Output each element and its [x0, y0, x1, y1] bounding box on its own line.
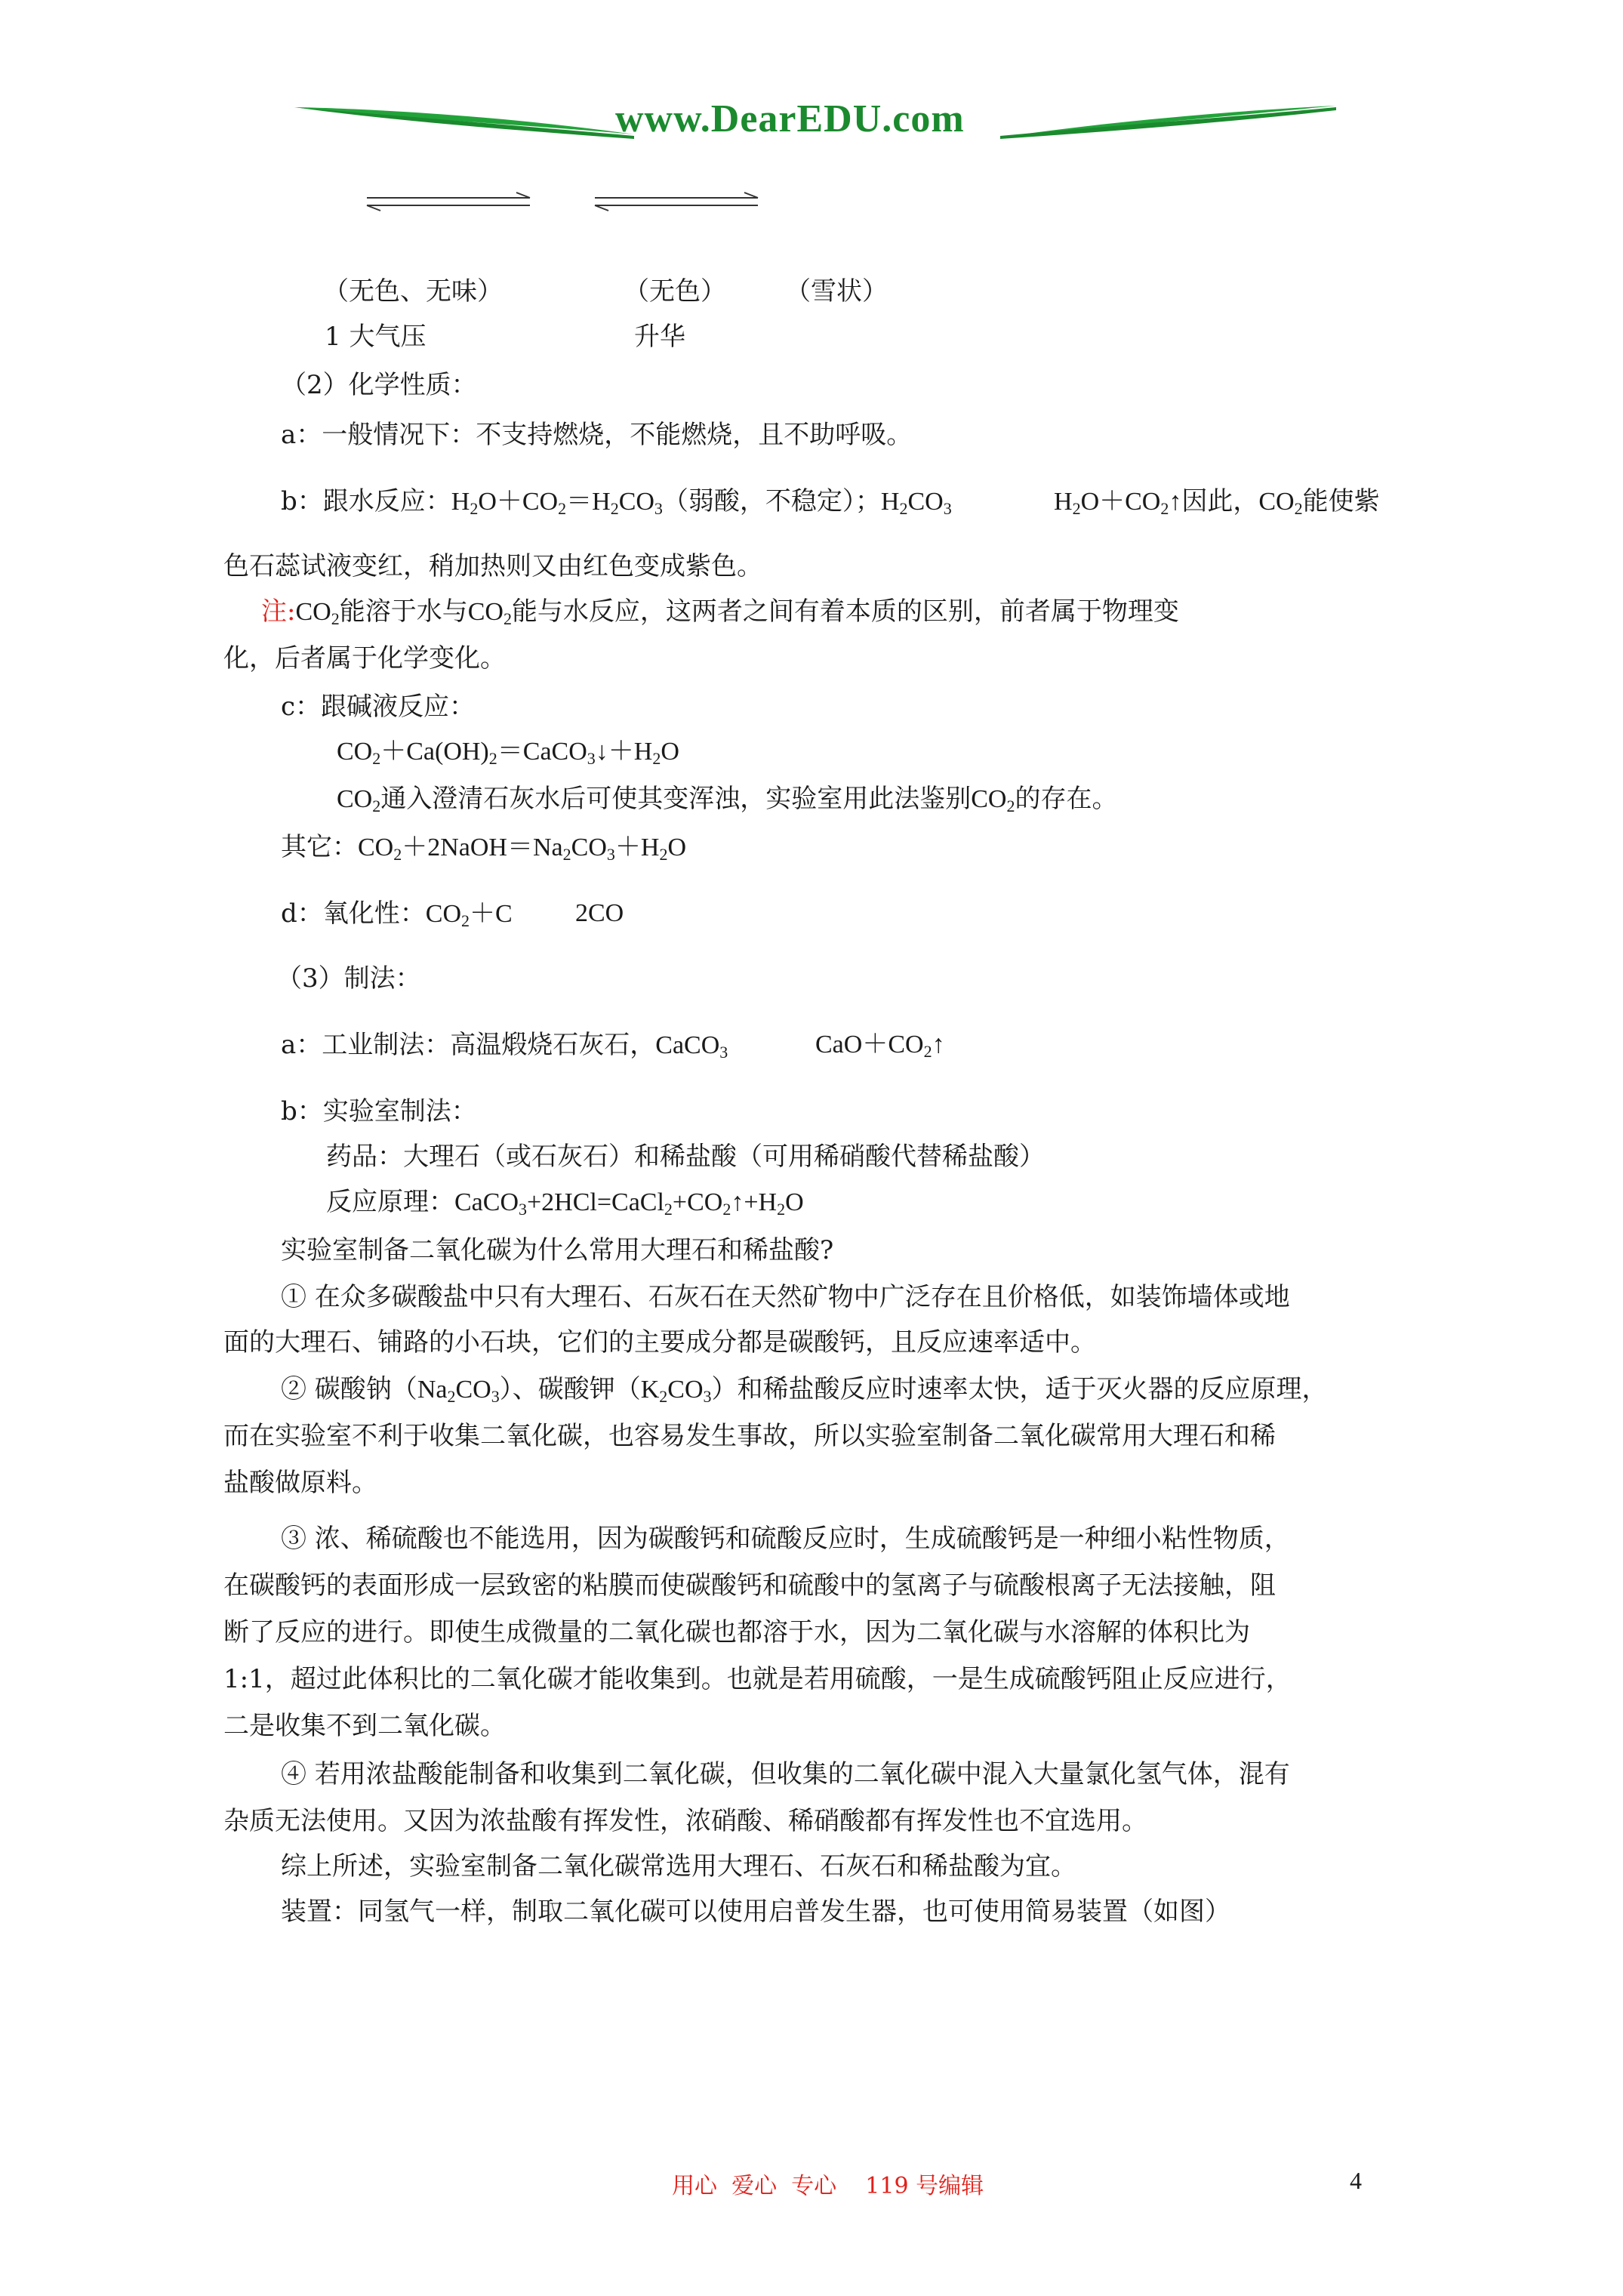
equilibrium-arrow-2: [593, 187, 763, 217]
chem-d-prefix: d：氧化性：: [281, 898, 426, 929]
prep-reagents: 药品：大理石（或石灰石）和稀盐酸（可用稀硝酸代替稀盐酸）: [326, 1142, 1045, 1172]
chem-c-desc2: 的存在。: [1015, 784, 1118, 814]
logo-swoosh-right: [1000, 91, 1340, 151]
section-heading-chemical: （2）化学性质：: [281, 370, 477, 400]
equation-oxidation: $CO_2+C$: [425, 900, 513, 930]
chem-b-result2: 能使紫: [1302, 486, 1380, 516]
prep-p3-l3: 断了反应的进行。即使生成微量的二氧化碳也都溶于水，因为二氧化碳与水溶解的体积比为: [223, 1617, 1250, 1647]
prep-apparatus: 装置：同氢气一样，制取二氧化碳可以使用启普发生器，也可使用简易装置（如图）: [281, 1897, 1230, 1927]
prep-p3-l5: 二是收集不到二氧化碳。: [223, 1711, 506, 1741]
chem-d-product: 2CO: [575, 899, 624, 927]
chem-other: [281, 832, 686, 863]
prep-p2-c: ）和稀盐酸反应时速率太快，适于灭火器的反应原理，: [711, 1374, 1328, 1404]
label-colorless-odorless: （无色、无味）: [323, 276, 503, 307]
section-heading-preparation: （3）制法：: [276, 963, 421, 994]
prep-p4-l1: ④ 若用浓盐酸能制备和收集到二氧化碳，但收集的二氧化碳中混入大量氯化氢气体，混有: [281, 1759, 1290, 1789]
prep-summary: 综上所述，实验室制备二氧化碳常选用大理石、石灰石和稀盐酸为宜。: [281, 1851, 1076, 1881]
equation-calcination-right: $CaO+CO_2↑$: [815, 1031, 945, 1061]
chem-b-line: [281, 486, 952, 517]
label-colorless: （无色）: [624, 276, 726, 307]
prep-b-heading: b：实验室制法：: [281, 1096, 477, 1126]
prep-p3-l4: 1:1，超过此体积比的二氧化碳才能收集到。也就是若用硫酸，一是生成硫酸钙阻止反应进行，: [223, 1664, 1292, 1694]
prep-a-prefix: a：工业制法：高温煅烧石灰石，: [281, 1030, 656, 1060]
chem-b-line-right: [1054, 486, 1380, 517]
note-label: 注:: [261, 596, 296, 627]
prep-principle-prefix: 反应原理：: [326, 1187, 454, 1217]
label-snowy: （雪状）: [785, 276, 888, 307]
formula-co2: $CO_2$: [337, 785, 381, 815]
prep-principle: [326, 1187, 804, 1218]
label-pressure: 1 大气压: [325, 322, 427, 352]
label-sublimation: 升华: [634, 322, 685, 352]
formula-co2: $CO_2$: [1258, 488, 1303, 518]
prep-p2-l3: 盐酸做原料。: [223, 1468, 377, 1498]
chem-other-prefix: 其它：: [281, 832, 358, 862]
prep-p2-l1: [281, 1374, 1328, 1405]
header-logo: [291, 91, 1340, 151]
chem-c-desc: 通入澄清石灰水后可使其变浑浊，实验室用此法鉴别: [380, 784, 972, 814]
logo-text: www.DearEDU.com: [615, 97, 965, 140]
chem-c-text: [337, 784, 1117, 815]
prep-p1-l2: 面的大理石、铺路的小石块，它们的主要成分都是碳酸钙，且反应速率适中。: [223, 1327, 1096, 1358]
prep-a: [281, 1030, 728, 1061]
chem-b-paren: （弱酸，不稳定）；: [662, 486, 881, 516]
equation-decomp-right: $H_2O+CO_2↑$: [1054, 488, 1182, 518]
note-line: [261, 596, 1179, 627]
footer-text: 用心 爱心 专心 119 号编辑: [672, 2173, 984, 2199]
equilibrium-arrow-1: [365, 187, 535, 217]
prep-p2-a: ② 碳酸钠（: [281, 1374, 417, 1404]
formula-co2: $CO_2$: [971, 785, 1015, 815]
prep-p2-b: ）、碳酸钾（: [499, 1374, 641, 1404]
logo-swoosh-left: [291, 91, 638, 151]
prep-question: 实验室制备二氧化碳为什么常用大理石和稀盐酸?: [281, 1235, 834, 1265]
formula-caco3: CaCO$_3$: [655, 1031, 728, 1062]
prep-p4-l2: 杂质无法使用。又因为浓盐酸有挥发性，浓硝酸、稀硝酸都有挥发性也不宜选用。: [223, 1806, 1147, 1836]
equation-decomp-left: $H_2CO_3$: [880, 488, 952, 518]
formula-k2co3: $K_2CO_3$: [640, 1376, 712, 1406]
equation-limewater: $CO_2+Ca(OH)_2=CaCO_3↓+H_2O$: [337, 738, 679, 768]
equation-naoh: $CO_2+2NaOH=Na_2CO_3+H_2O$: [358, 834, 686, 864]
equation-lab: $CaCO_3+2HCl=CaCl_2+CO_2↑+H_2O$: [454, 1188, 804, 1219]
prep-p3-l2: 在碳酸钙的表面形成一层致密的粘膜而使碳酸钙和硫酸中的氢离子与硫酸根离子无法接触，阻: [223, 1570, 1276, 1601]
chem-b-result: 因此，: [1181, 486, 1259, 516]
prep-p2-l2: 而在实验室不利于收集二氧化碳，也容易发生事故，所以实验室制备二氧化碳常用大理石和稀: [223, 1421, 1276, 1451]
note-text-a: 能溶于水与: [339, 596, 468, 627]
page-number: 4: [1350, 2167, 1362, 2194]
chem-b-cont: 色石蕊试液变红，稍加热则又由红色变成紫色。: [223, 551, 762, 581]
formula-na2co3: $Na_2CO_3$: [417, 1376, 500, 1406]
note-text-b: 能与水反应，这两者之间有着本质的区别，前者属于物理变: [511, 596, 1179, 627]
equation-water: $H_2O+CO_2=H_2CO_3$: [451, 488, 663, 518]
chem-c-heading: c：跟碱液反应：: [281, 692, 476, 722]
chem-b-prefix: b：跟水反应：: [281, 486, 451, 516]
formula-co2: $CO_2$: [295, 598, 340, 628]
note-cont: 化，后者属于化学变化。: [223, 643, 506, 673]
prep-p3-l1: ③ 浓、稀硫酸也不能选用，因为碳酸钙和硫酸反应时，生成硫酸钙是一种细小粘性物质，: [281, 1524, 1290, 1554]
prep-p1-l1: ① 在众多碳酸盐中只有大理石、石灰石在天然矿物中广泛存在且价格低，如装饰墙体或地: [281, 1282, 1290, 1312]
chem-d: [281, 898, 513, 929]
chem-a: a：一般情况下：不支持燃烧，不能燃烧，且不助呼吸。: [281, 420, 913, 450]
formula-co2: $CO_2$: [467, 598, 512, 628]
